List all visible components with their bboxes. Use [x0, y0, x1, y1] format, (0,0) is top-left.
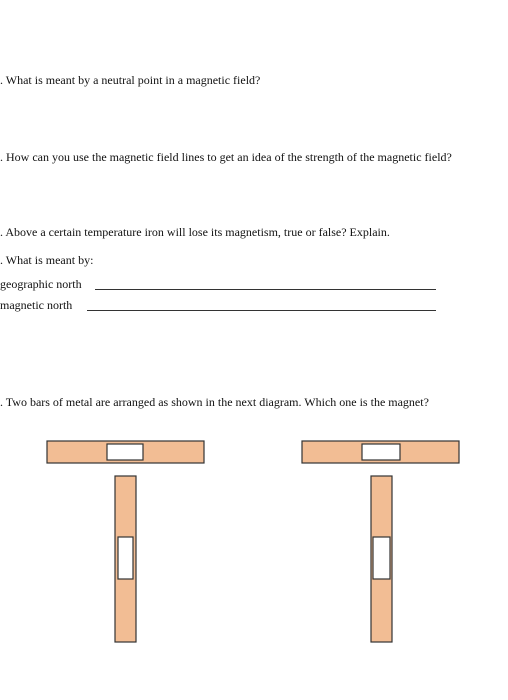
question-neutral-point: . What is meant by a neutral point in a magnetic field? [0, 73, 261, 87]
right-horizontal-bar-window [362, 444, 400, 460]
left-horizontal-bar-window [107, 444, 143, 460]
geographic-north-answer-line [95, 289, 436, 290]
magnetic-north-answer-line [87, 310, 436, 311]
question-field-lines-strength: . How can you use the magnetic field lines to get an idea of the strength of the magnetic field? [0, 150, 452, 164]
question-iron-temperature: . Above a certain temperature iron will lose its magnetism, true or false? Explain. [0, 225, 390, 239]
left-vertical-bar-window [118, 537, 133, 579]
left-t-arrangement [47, 441, 204, 642]
magnetic-north-label: magnetic north [0, 298, 73, 312]
right-vertical-bar-window [373, 537, 390, 579]
question-what-is-meant-by: . What is meant by: [0, 253, 94, 267]
geographic-north-label: geographic north [0, 277, 82, 291]
magnet-bars-diagram [0, 430, 508, 660]
question-which-magnet: . Two bars of metal are arranged as shown in the next diagram. Which one is the magnet? [0, 395, 429, 409]
right-t-arrangement [302, 441, 459, 642]
